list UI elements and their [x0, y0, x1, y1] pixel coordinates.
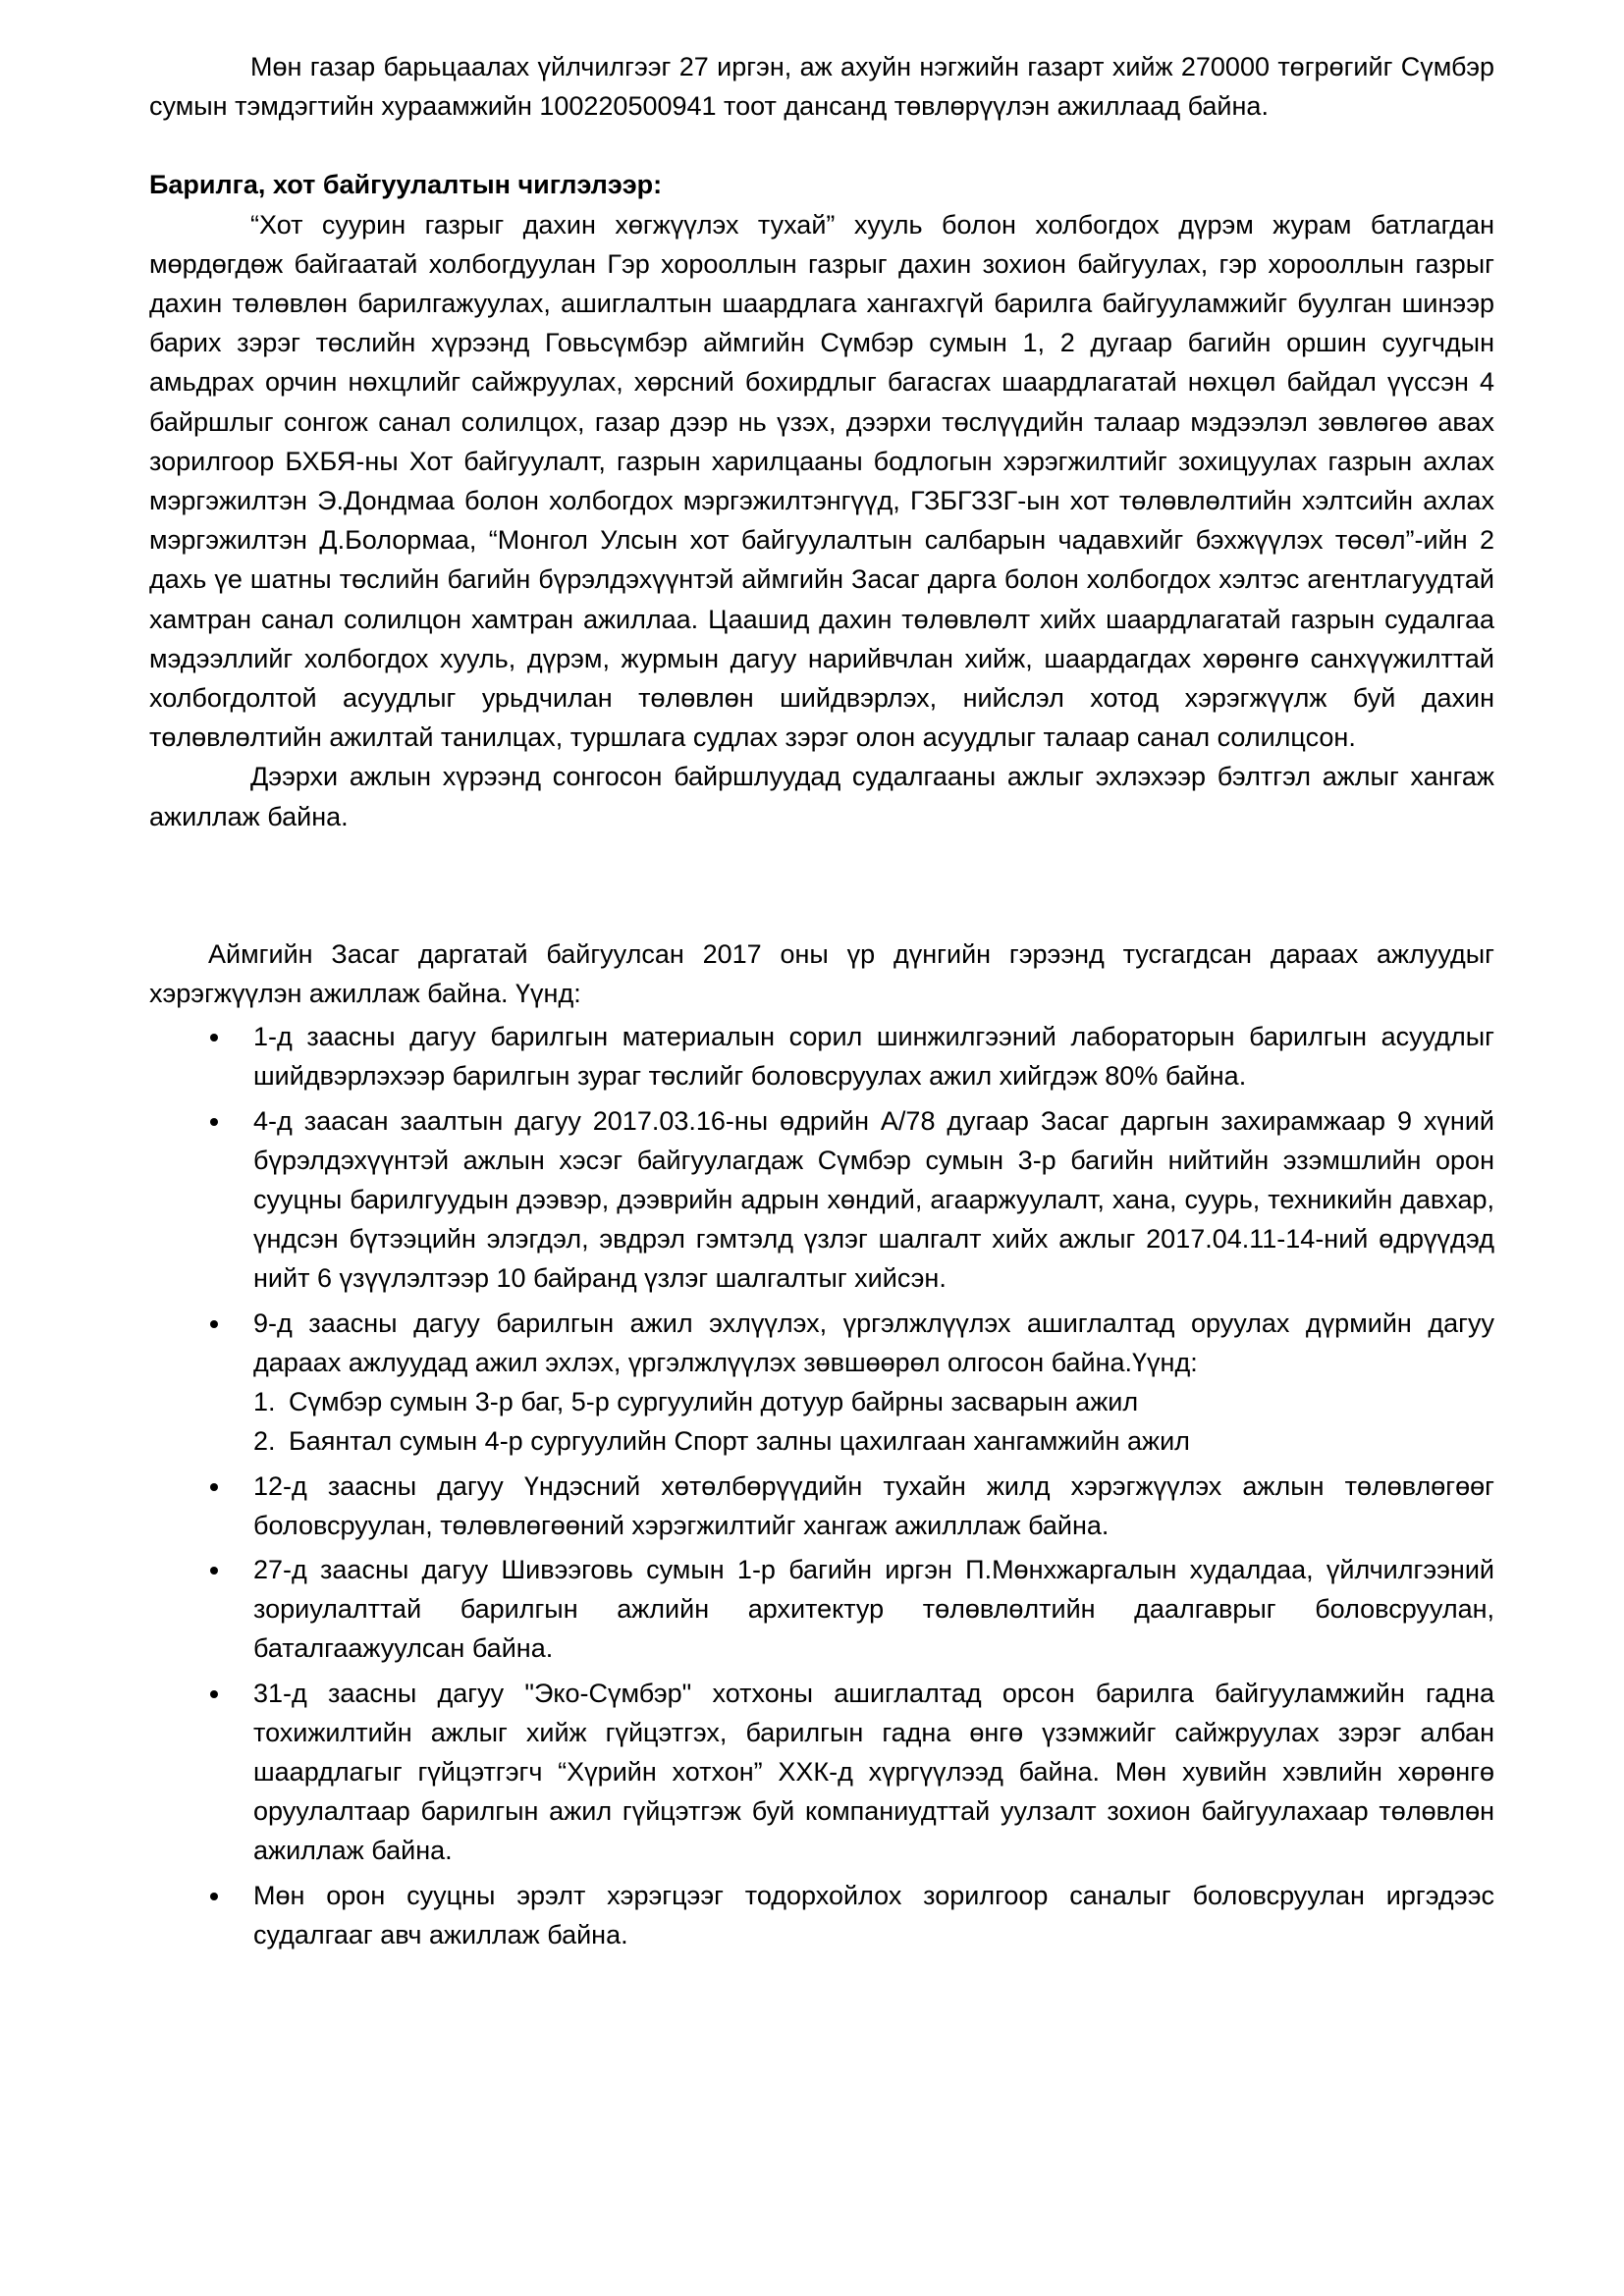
- paragraph-urban-redevelopment: “Хот суурин газрыг дахин хөгжүүлэх тухай” хууль болон холбогдох дүрэм журам батлагдан мөрдөгдөж байгаатай холбогдуулан Гэр хорооллын газрыг дахин зохион байгуулах, гэр хорооллын газрыг дахин төлөвлөн барилгажуулах, ашиглалтын шаардлага хангахгүй барилга байгууламжийг буулган шинээр барих зэрэг төслийн хүрээнд Говьсүмбэр аймгийн Сүмбэр сумын 1, 2 дугаар багийн оршин суугчдын амьдрах орчин нөхцлийг сайжруулах, хөрсний бохирдлыг багасгах шаардлагатай нөхцөл байдал үүссэн 4 байршлыг сонгож санал солилцох, газар дээр нь үзэх, дээрхи төслүүдийн талаар мэдээлэл зөвлөгөө авах зорилгоор БХБЯ-ны Хот байгуулалт, газрын харилцааны бодлогын хэрэгжилтийг зохицуулах газрын ахлах мэргэжилтэн Э.Дондмаа болон холбогдох мэргэжилтэнгүүд, ГЗБГЗЗГ-ын хот төлөвлөлтийн хэлтсийн ахлах мэргэжилтэн Д.Болормаа, “Монгол Улсын хот байгуулалтын салбарын чадавхийг бэхжүүлэх төсөл”-ийн 2 дахь үе шатны төслийн багийн бүрэлдэхүүнтэй аймгийн Засаг дарга болон холбогдох хэлтэс агентлагуудтай хамтран санал солилцон хамтран ажиллаа. Цаашид дахин төлөвлөлт хийх шаардлагатай газрын судалгаа мэдээллийг холбогдох хууль, дүрэм, журмын дагуу нарийвчлан хийж, шаардагдах хөрөнгө санхүүжилттай холбогдолтой асуудлыг урьдчилан төлөвлөн шийдвэрлэх, нийслэл хотод хэрэгжүүлж буй дахин төлөвлөлтийн ажилтай танилцах, туршлага судлах зэрэг олон асуудлыг талаар санал солилцсон.: [149, 209, 1494, 753]
- list-item: [149, 1876, 1494, 1954]
- list-item: [149, 1550, 1494, 1669]
- bullet-icon: [210, 1567, 218, 1575]
- list-item-text: 12-д заасны дагуу Үндэсний хөтөлбөрүүдийн тухайн жилд хэрэгжүүлэх ажлын төлөвлөгөөг боловсруулан, төлөвлөгөөний хэрэгжилтийг хангаж ажилллаж байна.: [253, 1470, 1494, 1540]
- paragraph-land-collateral: Мөн газар барьцаалах үйлчилгээг 27 иргэн, аж ахуйн нэгжийн газарт хийж 270000 төгрөгийг Сүмбэр сумын тэмдэгтийн хураамжийн 100220500941 тоот дансанд төвлөрүүлэн ажиллаад байна.: [149, 52, 1494, 122]
- bullet-icon: [210, 1690, 218, 1698]
- sublist-text: Сүмбэр сумын 3-р баг, 5-р сургуулийн дотуур байрны засварын ажил: [289, 1387, 1139, 1417]
- bullet-icon: [210, 1320, 218, 1328]
- list-item: [149, 1017, 1494, 1095]
- paragraph-preparation: Дээрхи ажлын хүрээнд сонгосон байршлуудад судалгааны ажлыг эхлэхээр бэлтгэл ажлыг хангаж ажиллаж байна.: [149, 762, 1494, 831]
- sublist-number: 1.: [253, 1387, 276, 1417]
- list-item-text: 1-д заасны дагуу барилгын материалын сорил шинжилгээний лабораторын барилгын асуудлыг шийдвэрлэхээр барилгын зураг төслийг боловсруулах ажил хийгдэж 80% байна.: [253, 1022, 1494, 1092]
- bullet-icon: [210, 1034, 218, 1041]
- sublist-text: Баянтал сумын 4-р сургуулийн Спорт залны цахилгаан хангамжийн ажил: [289, 1426, 1190, 1457]
- sublist-number: 2.: [253, 1426, 276, 1457]
- bullet-icon: [210, 1118, 218, 1126]
- list-item-text: 4-д заасан заалтын дагуу 2017.03.16-ны өдрийн А/78 дугаар Засаг даргын захирамжаар 9 хүний бүрэлдэхүүнтэй ажлын хэсэг байгуулагдаж Сүмбэр сумын 3-р багийн нийтийн эзэмшлийн орон сууцны барилгуудын дээвэр, дээврийн адрын хөндий, агааржуулалт, хана, суурь, техникийн давхар, үндсэн бүтээцийн элэгдэл, эвдрэл гэмтэлд үзлэг шалгалт хийх ажлыг 2017.04.11-14-ний өдрүүдэд нийт 6 үзүүлэлтээр 10 байранд үзлэг шалгалтыг хийсэн.: [253, 1105, 1494, 1294]
- list-item: [149, 1467, 1494, 1545]
- bullet-icon: [210, 1483, 218, 1491]
- bullet-icon: [210, 1893, 218, 1900]
- sublist-item: [253, 1382, 1494, 1421]
- list-item: [149, 1304, 1494, 1462]
- list-item-text: 31-д заасны дагуу "Эко-Сүмбэр" хотхоны ашиглалтад орсон барилга байгууламжийн гадна тохижилтийн ажлыг хийж гүйцэтгэх, барилгын гадна өнгө үзэмжийг сайжруулах зэрэг албан шаардлагыг гүйцэтгэгч “Хүрийн хотхон” ХХК-д хүргүүлээд байна. Мөн хувийн хэвлийн хөрөнгө оруулалтаар барилгын ажил гүйцэтгэж буй компаниудттай уулзалт зохион байгуулахаар төлөвлөн ажиллаж байна.: [253, 1678, 1494, 1866]
- permit-sublist: [253, 1382, 1494, 1461]
- list-item: [149, 1101, 1494, 1299]
- spacer: [149, 836, 1494, 934]
- list-item-text: 27-д заасны дагуу Шивээговь сумын 1-р багийн иргэн П.Мөнхжаргалын худалдаа, үйлчилгээний зориулалттай барилгын ажлийн архитектур төлөвлөлтийн даалгаврыг боловсруулан, баталгаажуулсан байна.: [253, 1554, 1494, 1664]
- document-page: [149, 47, 1494, 1959]
- section-heading-construction: Барилга, хот байгуулалтын чиглэлээр:: [149, 170, 663, 200]
- list-item-text: Мөн орон сууцны эрэлт хэрэгцээг тодорхойлох зорилгоор саналыг боловсруулан иргэдээс судалгааг авч ажиллаж байна.: [253, 1880, 1494, 1949]
- list-item-text: 9-д заасны дагуу барилгын ажил эхлүүлэх, үргэлжлүүлэх ашиглалтад оруулах дүрмийн дагуу дараах ажлуудад ажил эхлэх, үргэлжлүүлэх зөвшөөрөл олгосон байна.Үүнд:: [253, 1308, 1494, 1377]
- task-list: [149, 1017, 1494, 1954]
- paragraph-performance-contract: Аймгийн Засаг даргатай байгуулсан 2017 оны үр дүнгийн гэрээнд тусгагдсан дараах ажлуудыг хэрэгжүүлэн ажиллаж байна. Үүнд:: [149, 938, 1494, 1009]
- list-item: [149, 1674, 1494, 1871]
- sublist-item: [253, 1421, 1494, 1461]
